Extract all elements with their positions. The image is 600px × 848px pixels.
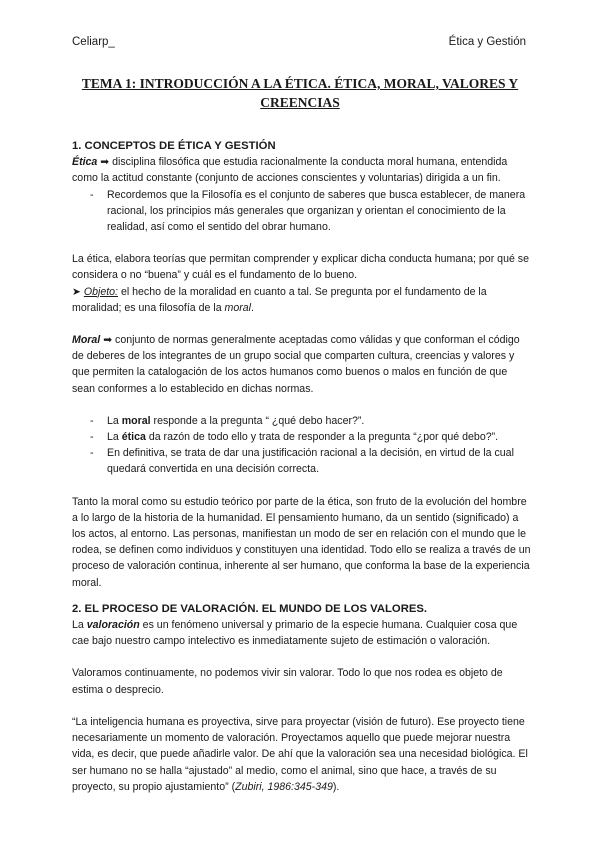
objeto-end: .	[251, 301, 254, 314]
document-body	[72, 138, 532, 795]
valoracion-text: es un fenómeno universal y primario de la especie humana. Cualquier cosa que cae bajo nuestro campo intelectivo es inmediatamente sujeto de estimación o valoración.	[72, 619, 518, 648]
arrow-icon: ➡	[100, 156, 110, 169]
valoracion-paragraph	[72, 617, 532, 649]
section1-heading: 1. CONCEPTOS DE ÉTICA Y GESTIÓN	[72, 140, 276, 152]
quote-paragraph	[72, 714, 532, 795]
document-title: TEMA 1: INTRODUCCIÓN A LA ÉTICA. ÉTICA, MORAL, VALORES Y CREENCIAS	[81, 76, 519, 110]
moral-term: Moral	[72, 334, 101, 347]
valoracion-pre: La	[72, 619, 87, 632]
list-item-text: da razón de todo ello y trata de responder a la pregunta “¿por qué debo?”.	[145, 431, 499, 444]
objeto-label: Objeto:	[83, 285, 118, 298]
paragraph: La ética, elabora teorías que permitan comprender y explicar dicha conducta humana; por qué se considera o no “buena” y cuál es el fundamento de lo bueno.	[72, 253, 529, 282]
header-author: Celiarp_	[72, 36, 115, 48]
arrowhead-icon: ➤	[72, 285, 81, 298]
list-item-bold: ética	[121, 431, 146, 444]
bullet-list-2	[72, 413, 532, 478]
list-item	[72, 445, 532, 477]
list-item-text: responde a la pregunta “ ¿qué debo hacer?”.	[150, 414, 365, 427]
header-subject: Ética y Gestión	[448, 36, 526, 48]
list-item-text: La	[107, 414, 122, 427]
list-item: - Recordemos que la Filosofía es el conjunto de saberes que busca establecer, de manera racional, los principios más generales que organizan y orientan el conocimiento de la realidad, así como el sentido del obrar humano.	[72, 187, 532, 236]
paragraph: Tanto la moral como su estudio teórico por parte de la ética, son fruto de la evolución del hombre a lo largo de la historia de la humanidad. El pensamiento humano, da un sentido (significado) a los actos, al entorno. Las personas, manifiestan un modo de ser en relación con el mundo que le rodea, se definen como individuos y constituyen una identidad. Todo ello se realiza a través de un proceso de valoración continua, inherente al ser humano, que conforma la base de la experiencia moral.	[72, 495, 531, 589]
arrow-icon: ➡	[103, 334, 113, 347]
section2-heading: 2. EL PROCESO DE VALORACIÓN. EL MUNDO DE LOS VALORES.	[72, 602, 428, 615]
etica-term: Ética	[72, 156, 98, 169]
objeto-paragraph	[72, 284, 532, 316]
list-item	[72, 429, 532, 445]
list-item-bold: moral	[121, 414, 151, 427]
etica-definition-text: disciplina filosófica que estudia racionalmente la conducta moral humana, entendida como la actitud constante (conjunto de acciones conscientes y voluntarias) dirigida a un fin.	[72, 156, 508, 185]
quote-text: “La inteligencia humana es proyectiva, sirve para proyectar (visión de futuro). Ese proyecto tiene necesariamente un momento de valoración. Proyectamos aquello que puede mejorar nuestra vida, es decir, que puede añadirle valor. De ahí que la valoración sea una necesidad biológica. El ser humano no se halla “ajustado” al medio, como el animal, sino que hace, a través de su proyecto, su propio ajustamiento” (	[72, 715, 528, 793]
etica-definition	[72, 154, 532, 186]
moral-definition	[72, 332, 532, 397]
bullet-list-1	[72, 187, 532, 236]
paragraph: Valoramos continuamente, no podemos vivir sin valorar. Todo lo que nos rodea es objeto de estima o desprecio.	[72, 667, 503, 696]
moral-definition-text: conjunto de normas generalmente aceptadas como válidas y que conforman el código de deberes de los integrantes de un grupo social que comparten cultura, creencias y valores y que permiten la catalogación de los actos humanos como buenos o malos en función de que sean conformes a lo establecido en dichas normas.	[72, 334, 520, 395]
objeto-emphasis: moral	[224, 301, 252, 314]
valoracion-term: valoración	[86, 619, 140, 632]
quote-citation: Zubiri, 1986:345-349	[235, 780, 333, 793]
quote-end: ).	[332, 780, 340, 793]
list-item-text: En definitiva, se trata de dar una justificación racional a la decisión, en virtud de la cual quedará convertida en una decisión correcta.	[107, 447, 514, 476]
objeto-text: el hecho de la moralidad en cuanto a tal. Se pregunta por el fundamento de la moralidad; es una filosofía de la	[72, 285, 487, 314]
list-item	[72, 413, 532, 429]
list-item-text: La	[107, 431, 122, 444]
